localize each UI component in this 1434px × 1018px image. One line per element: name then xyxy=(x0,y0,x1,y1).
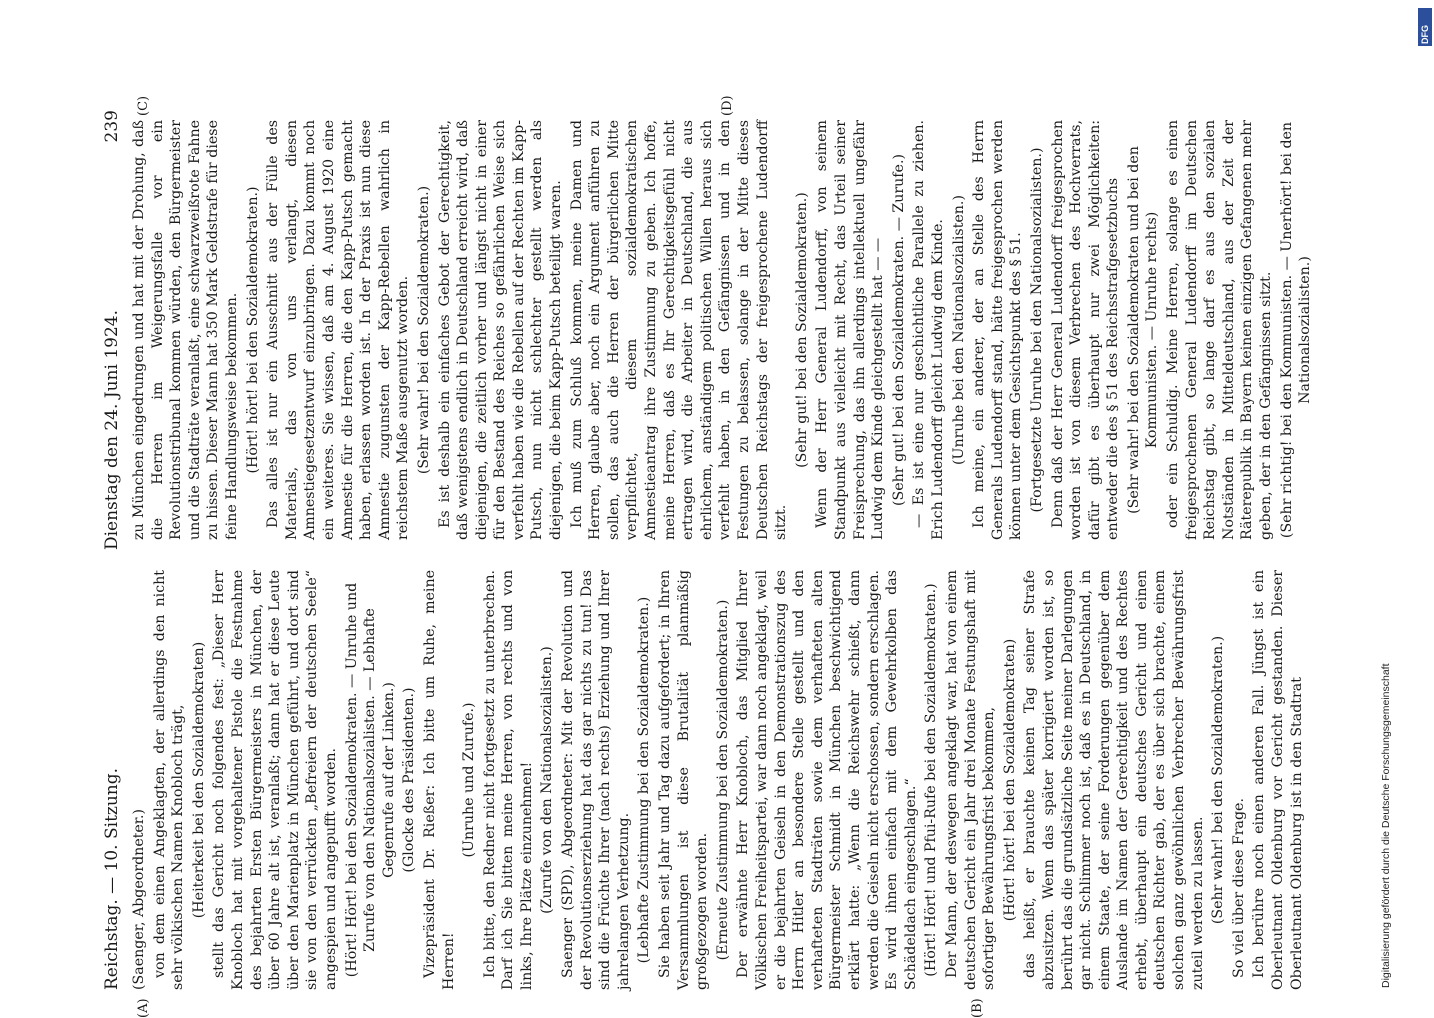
digitization-credit xyxy=(1380,8,1396,988)
interjection: (Unruhe und Zurufe.) xyxy=(461,702,478,858)
margin-marker-a: (A) xyxy=(136,998,151,1018)
paragraph: Ich muß zum Schluß kommen, meine Damen und Herren, glaube aber, noch ein Argument anführen zu sollen, das auch die Herren der bürgerlichen Mitte verpflichtet, diesem sozialdemokratischen Amnestieantrag ihre Zustimmung zu geben. Ich hoffe, meine Herren, daß es Ihr Gerechtigkeitsgefühl nicht ertragen wird, die Arbeiter in Deutschland, die aus ehrlichem, anständigem politischen Willen heraus sich verfehlt haben, in den Gefängnissen und in den Festungen zu belassen, solange in der Mitte dieses Deutschen Reichstags der freigesprochene Ludendorff sitzt. xyxy=(568,120,790,540)
interjection: (Fortgesetzte Unruhe bei den Nationalsozialisten.) xyxy=(1028,147,1045,513)
interjection: (Hört! hört! bei den Sozialdemokraten.) xyxy=(244,186,261,474)
paragraph: oder ein Schuldig. Meine Herren, solange es einen freigesprochenen General Ludendorff im Deutschen Reichstag gibt, so lange darf es aus den sozialen Notständen in Mitteldeutschland, aus der Zeit der Räterepublik in Bayern keinen einzigen Gefangenen mehr geben, der in den Gefängnissen sitzt. xyxy=(1165,120,1275,540)
page-header xyxy=(90,110,122,990)
paragraph: das heißt, er brauchte keinen Tag seiner Strafe abzusitzen. Wenn das später korrigiert worden ist, so berührt das die grundsätzliche Seite meiner Darlegungen gar nicht. Schlimmer noch ist, daß es in Deutschland, in einem Staate, der seine Forderungen gegenüber dem Auslande im Namen der Gerechtigkeit und des Rechtes erhebt, überhaupt ein deutsches Gericht und einen deutschen Richter gab, der es über sich brachte, einem solchen ganz gewöhnlichen Verbrecher Bewährungsfrist zuteil werden zu lassen. xyxy=(1022,570,1206,990)
page-number: 239 xyxy=(102,110,122,143)
digitization-note: Digitalisierung gefördert durch die Deutsche Forschungsgemeinschaft xyxy=(1380,663,1392,988)
margin-marker-c: (C) xyxy=(136,95,151,116)
paragraph: Wenn der Herr General Ludendorff, von seinem Standpunkt aus vielleicht mit Recht, das Urteil seiner Freisprechung, das ihn allerdings intellektuell ungefähr Ludwig dem Kinde gleichgestellt hat — — xyxy=(814,120,887,540)
interjection: (Lebhafte Zustimmung bei den Sozialdemokraten.) xyxy=(636,596,653,964)
interjection: (Sehr wahr! bei den Sozialdemokraten.) xyxy=(1210,635,1227,925)
paragraph: Sie haben seit Jahr und Tag dazu aufgefordert; in Ihren Versammlungen ist diese Brutalität planmäßig großgezogen worden. xyxy=(657,570,711,990)
paragraph: Der Mann, der deswegen angeklagt war, hat von einem deutschen Gericht ein Jahr drei Monate Festungshaft mit sofortiger Bewährungsfrist bekommen, xyxy=(943,570,998,990)
header-date: Dienstag den 24. Juni 1924. xyxy=(102,310,122,551)
interjection: (Glocke des Präsidenten.) xyxy=(401,687,418,873)
left-text-column xyxy=(130,570,1308,990)
paragraph: Denn daß der Herr General Ludendorff freigesprochen worden ist von diesem Verbrechen des Hochverrats, dafür gibt es überhaupt nur zwei Möglichkeiten: entweder die des § 51 des Reichsstrafgesetzbuchs xyxy=(1049,120,1122,540)
paragraph: So viel über diese Frage. xyxy=(1230,798,1247,978)
interjection: (Unruhe bei den Nationalsozialisten.) xyxy=(950,195,967,465)
interjection: (Sehr wahr! bei den Sozialdemokraten und bei den Kommunisten. — Unruhe rechts) xyxy=(1125,146,1161,514)
interjection: (Erneute Zustimmung bei den Sozialdemokraten.) xyxy=(714,599,731,961)
paragraph: Der erwähnte Herr Knobloch, das Mitglied Ihrer Völkischen Freiheitspartei, war dann noch angeklagt, weil er die bejahrten Geiseln in den Demonstrationszug des Herrn Hitler an besondere Stelle gestellt und den verhafteten Stadträten sowie dem verhafteten alten Bürgermeister Schmidt in München beschwichtigend erklärt hatte: „Wenn die Reichswehr schießt, dann werden die Geiseln nicht erschossen, sondern erschlagen. Es wird ihnen einfach mit dem Gewehrkolben das Schädeldach eingeschlagen.“ xyxy=(735,570,919,990)
paragraph: Saenger (SPD), Abgeordneter: Mit der Revolution und der Revolutionserziehung hat das gar nichts zu tun! Das sind die Früchte Ihrer (nach rechts) Erziehung und Ihrer jahrelangen Verhetzung. xyxy=(560,570,632,990)
paragraph: Vizepräsident Dr. Rießer: Ich bitte um Ruhe, meine Herren! xyxy=(421,570,457,990)
interjection: (Heiterkeit bei den Sozialdemokraten) xyxy=(190,641,207,919)
interjection: (Sehr richtig! bei den Kommunisten. — Unerhört! bei den Nationalsozialisten.) xyxy=(1278,121,1314,539)
right-text-column xyxy=(130,120,1317,540)
paragraph: Ich bitte, den Redner nicht fortgesetzt zu unterbrechen. Darf ich Sie bitten meine Herren, von rechts und von links, Ihre Plätze einzunehmen! xyxy=(481,570,535,990)
document-page xyxy=(90,95,1410,1018)
paragraph: Das alles ist nur ein Ausschnitt aus der Fülle des Materials, das von uns verlangt, diesen Amnestiegesetzentwurf einzubringen. Dazu kommt noch ein weiteres. Sie wissen, daß am 4. August 1920 eine Amnestie für die Herren, die den Kapp-Putsch gemacht haben, erlassen worden ist. In der Praxis ist nun diese Amnestie zugunsten der Kapp-Rebellen wahrlich in reichstem Maße ausgenutzt worden. xyxy=(265,120,412,540)
paragraph: Ich berühre noch einen anderen Fall. Jüngst ist ein Oberleutnant Oldenburg vor Gericht gestanden. Dieser Oberleutnant Oldenburg ist in den Stadtrat xyxy=(1251,570,1305,990)
interjection: (Sehr gut! bei den Sozialdemokraten.) xyxy=(793,192,810,468)
interjection: (Sehr wahr! bei den Sozialdemokraten.) xyxy=(415,185,432,475)
interjection: (Hört! Hört! bei den Sozialdemokraten. — Unruhe und Zurufe von den Nationalsozialisten. — Lebhafte Gegenrufe auf der Linken.) xyxy=(343,582,397,978)
interjection: (Zurufe von den Nationalsozialisten.) xyxy=(539,646,556,914)
paragraph: Es ist deshalb ein einfaches Gebot der Gerechtigkeit, daß wenigstens endlich in Deutschland erreicht wird, daß diejenigen, die zeitlich vorher und längst nicht in einer für den Bestand des Reiches so gefährlichen Weise sich verfehlt haben wie die Rebellen auf der Rechten im Kapp-Putsch, nun nicht schlechter gestellt werden als diejenigen, die beim Kapp-Putsch beteiligt waren. xyxy=(436,120,565,540)
margin-marker-d: (D) xyxy=(720,95,735,116)
paragraph: (Saenger, Abgeordneter.) xyxy=(131,808,147,990)
dfg-logo xyxy=(1418,8,1432,46)
paragraph: zu München eingedrungen und hat mit der Drohung, daß die Herren im Weigerungsfalle vor ein Revolutionstribunal kommen würden, den Bürgermeister und die Stadträte veranlaßt, eine schwarzweißrote Fahne zu hissen. Dieser Mann hat 350 Mark Geldstrafe für diese feine Handlungsweise bekommen. xyxy=(131,120,240,540)
paragraph: stellt das Gericht noch folgendes fest: „Dieser Herr Knobloch hat mit vorgehaltener Pistole die Festnahme des bejahrten Ersten Bürgermeisters in München, der über 60 Jahre alt ist, veranlaßt; dann hat er diese Leute über den Marienplatz in München geführt, und dort sind sie von den verrückten „Befreiern der deutschen Seele“ angespien und angepufft worden. xyxy=(211,570,339,990)
paragraph: von dem einen Angeklagten, der allerdings den nicht sehr völkischen Namen Knobloch trägt, xyxy=(151,570,187,990)
interjection: (Hört! hört! bei den Sozialdemokraten) xyxy=(1001,638,1018,922)
interjection: (Hört! Hört! und Pfui-Rufe bei den Sozialdemokraten.) xyxy=(923,583,940,977)
paragraph: — Es ist eine nur geschichtliche Parallele zu ziehen. Erich Ludendorff gleicht Ludwig dem Kinde. xyxy=(911,120,946,540)
header-session: Reichstag. — 10. Sitzung. xyxy=(102,767,122,990)
margin-marker-b: (B) xyxy=(970,998,985,1018)
interjection: (Sehr gut! bei den Sozialdemokraten. — Zurufe.) xyxy=(890,154,907,506)
dfg-logo-text: DFG xyxy=(1420,25,1430,44)
paragraph: Ich meine, ein anderer, der an Stelle des Herrn Generals Ludendorff stand, hätte freigesprochen werden können unter dem Gesichtspunkt des § 51. xyxy=(971,120,1025,540)
